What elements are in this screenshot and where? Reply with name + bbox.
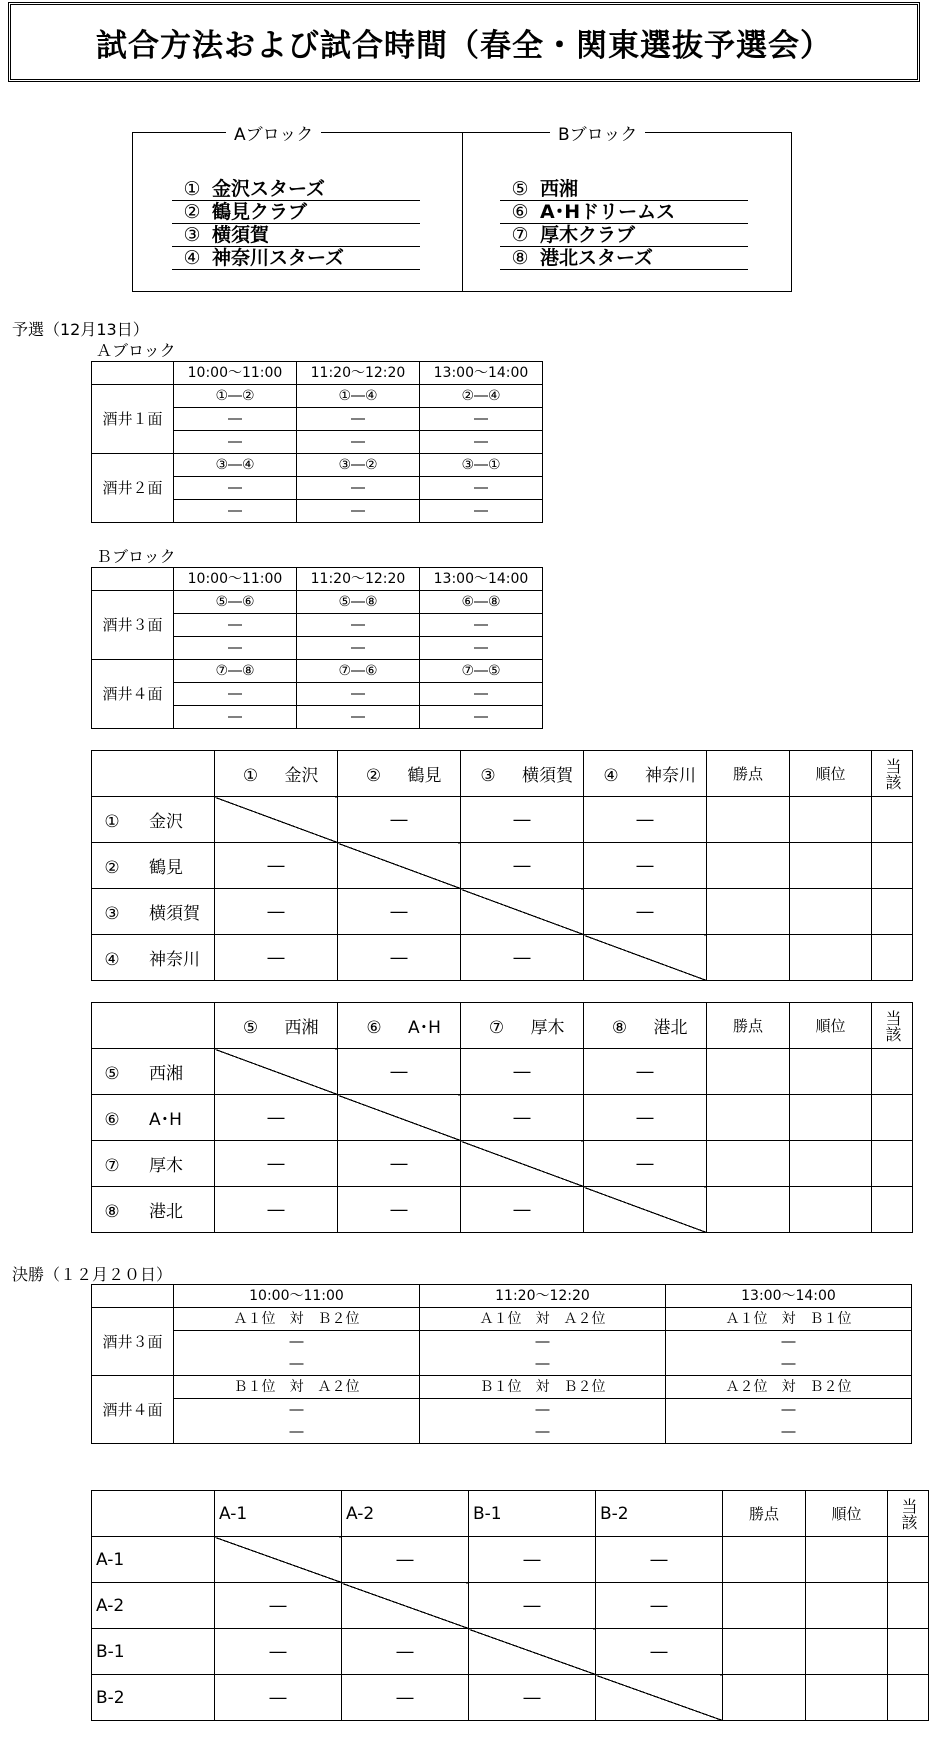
match-cell: ⑤―⑥ — [174, 591, 297, 614]
dash-cell: ― — [342, 1537, 469, 1583]
dash-cell: ― — [174, 706, 297, 729]
final-heading: 決勝（１２月２０日） — [12, 1265, 173, 1284]
points-cell[interactable] — [707, 1049, 790, 1095]
team-entry — [172, 178, 420, 201]
rank-cell[interactable] — [790, 797, 872, 843]
page-title: 試合方法および試合時間（春全・関東選抜予選会） — [8, 2, 920, 82]
dash-cell: ― — [297, 683, 420, 706]
match-cell: ⑥―⑧ — [420, 591, 543, 614]
tie-cell[interactable] — [872, 935, 913, 981]
dash-cell: ― — [342, 1629, 469, 1675]
dash-cell: ― — [420, 1353, 666, 1376]
dash-cell: ― — [420, 614, 543, 637]
dash-cell: ― — [215, 1187, 338, 1233]
match-cell: Ａ１位 対 Ｂ２位 — [174, 1308, 420, 1331]
diagonal-cell — [338, 843, 461, 889]
dash-cell: ― — [297, 477, 420, 500]
tie-header: 当該 — [888, 1491, 929, 1537]
points-cell[interactable] — [707, 1095, 790, 1141]
dash-cell: ― — [297, 500, 420, 523]
dash-cell: ― — [469, 1675, 596, 1721]
rank-cell[interactable] — [790, 1187, 872, 1233]
match-cell: Ａ１位 対 Ａ２位 — [420, 1308, 666, 1331]
dash-cell: ― — [420, 1399, 666, 1422]
col-header: B-1 — [469, 1491, 596, 1537]
team-name: A･Hドリームス — [540, 201, 676, 223]
row-header: ⑥ A･H — [92, 1095, 215, 1141]
dash-cell: ― — [420, 637, 543, 660]
dash-cell: ― — [174, 431, 297, 454]
match-cell: ⑤―⑧ — [297, 591, 420, 614]
dash-cell: ― — [215, 843, 338, 889]
team-entry — [500, 178, 748, 201]
team-name: 港北スターズ — [540, 247, 654, 269]
dash-cell: ― — [338, 1187, 461, 1233]
time-slot: 10:00～11:00 — [174, 568, 297, 591]
prelim-b-label: Ｂブロック — [96, 547, 176, 566]
match-cell: Ａ２位 対 Ｂ２位 — [666, 1376, 912, 1399]
dash-cell: ― — [461, 935, 584, 981]
team-entry — [172, 247, 420, 270]
dash-cell: ― — [174, 1331, 420, 1354]
court-name: 酒井３面 — [92, 591, 174, 660]
dash-cell: ― — [215, 935, 338, 981]
diagonal-cell — [338, 1095, 461, 1141]
match-cell: Ｂ１位 対 Ａ２位 — [174, 1376, 420, 1399]
dash-cell: ― — [174, 500, 297, 523]
standings-final-table — [91, 1490, 929, 1721]
diagonal-cell — [469, 1629, 596, 1675]
match-cell: ⑦―⑧ — [174, 660, 297, 683]
row-header: A-2 — [92, 1583, 215, 1629]
diagonal-cell — [584, 1187, 707, 1233]
tie-cell[interactable] — [872, 1141, 913, 1187]
dash-cell: ― — [461, 797, 584, 843]
rank-cell[interactable] — [806, 1629, 888, 1675]
dash-cell: ― — [420, 706, 543, 729]
row-header: ② 鶴見 — [92, 843, 215, 889]
tie-cell[interactable] — [888, 1629, 929, 1675]
team-number: ⑧ — [511, 247, 529, 269]
col-header: ⑧ 港北 — [584, 1003, 707, 1049]
court-name: 酒井１面 — [92, 385, 174, 454]
tie-cell[interactable] — [872, 1049, 913, 1095]
match-cell: ③―④ — [174, 454, 297, 477]
team-entry — [500, 247, 748, 270]
points-cell[interactable] — [707, 1187, 790, 1233]
row-header: B-2 — [92, 1675, 215, 1721]
team-entry — [500, 224, 748, 247]
dash-cell: ― — [584, 1095, 707, 1141]
points-cell[interactable] — [707, 1141, 790, 1187]
col-header: B-2 — [596, 1491, 723, 1537]
dash-cell: ― — [297, 706, 420, 729]
tie-cell[interactable] — [872, 843, 913, 889]
match-cell: ⑦―⑥ — [297, 660, 420, 683]
dash-cell: ― — [174, 614, 297, 637]
dash-cell: ― — [338, 1141, 461, 1187]
match-cell: Ａ１位 対 Ｂ１位 — [666, 1308, 912, 1331]
dash-cell: ― — [342, 1675, 469, 1721]
tie-cell[interactable] — [888, 1583, 929, 1629]
dash-cell: ― — [469, 1537, 596, 1583]
final-schedule — [91, 1284, 912, 1444]
dash-cell: ― — [297, 614, 420, 637]
court-name: 酒井３面 — [92, 1308, 174, 1376]
block-b-heading: Bブロック — [550, 120, 645, 145]
row-header: ⑦ 厚木 — [92, 1141, 215, 1187]
dash-cell: ― — [297, 431, 420, 454]
team-entry — [172, 224, 420, 247]
dash-cell: ― — [666, 1399, 912, 1422]
row-header: ⑧ 港北 — [92, 1187, 215, 1233]
tie-header: 当該 — [872, 1003, 913, 1049]
points-cell[interactable] — [707, 889, 790, 935]
dash-cell: ― — [461, 1049, 584, 1095]
dash-cell: ― — [584, 843, 707, 889]
rank-cell[interactable] — [806, 1537, 888, 1583]
rank-header: 順位 — [790, 1003, 872, 1049]
prelim-a-label: Ａブロック — [96, 341, 176, 360]
match-cell: ③―② — [297, 454, 420, 477]
team-name: 厚木クラブ — [540, 224, 636, 246]
dash-cell: ― — [174, 1353, 420, 1376]
dash-cell: ― — [584, 1049, 707, 1095]
points-cell[interactable] — [707, 797, 790, 843]
court-name: 酒井４面 — [92, 1376, 174, 1444]
dash-cell: ― — [297, 408, 420, 431]
points-cell[interactable] — [723, 1583, 806, 1629]
dash-cell: ― — [174, 408, 297, 431]
col-header: A-1 — [215, 1491, 342, 1537]
row-header: A-1 — [92, 1537, 215, 1583]
dash-cell: ― — [420, 500, 543, 523]
col-header: ⑥ A･H — [338, 1003, 461, 1049]
points-cell[interactable] — [707, 843, 790, 889]
match-cell: ⑦―⑤ — [420, 660, 543, 683]
dash-cell: ― — [215, 1583, 342, 1629]
dash-cell: ― — [174, 683, 297, 706]
dash-cell: ― — [666, 1421, 912, 1444]
tie-cell[interactable] — [888, 1675, 929, 1721]
prelim-b-schedule — [91, 567, 543, 729]
match-cell: ①―② — [174, 385, 297, 408]
tie-cell[interactable] — [872, 1095, 913, 1141]
tie-cell[interactable] — [872, 1187, 913, 1233]
dash-cell: ― — [215, 1095, 338, 1141]
row-header: ⑤ 西湘 — [92, 1049, 215, 1095]
match-cell: ①―④ — [297, 385, 420, 408]
time-slot: 13:00～14:00 — [420, 568, 543, 591]
rank-header: 順位 — [790, 751, 872, 797]
team-number: ⑥ — [511, 201, 529, 223]
standings-a-table — [91, 750, 913, 981]
rank-cell[interactable] — [790, 1141, 872, 1187]
dash-cell: ― — [174, 1399, 420, 1422]
dash-cell: ― — [215, 889, 338, 935]
match-cell: ③―① — [420, 454, 543, 477]
rank-cell[interactable] — [806, 1583, 888, 1629]
dash-cell: ― — [584, 1141, 707, 1187]
prelim-heading: 予選（12月13日） — [12, 320, 149, 339]
tie-cell[interactable] — [888, 1537, 929, 1583]
team-number: ④ — [183, 247, 201, 269]
points-header: 勝点 — [707, 751, 790, 797]
points-cell[interactable] — [723, 1675, 806, 1721]
rank-cell[interactable] — [790, 1049, 872, 1095]
col-header: ⑤ 西湘 — [215, 1003, 338, 1049]
prelim-a-schedule — [91, 361, 543, 523]
rank-cell[interactable] — [790, 843, 872, 889]
dash-cell: ― — [420, 1331, 666, 1354]
time-slot: 10:00～11:00 — [174, 362, 297, 385]
court-name: 酒井２面 — [92, 454, 174, 523]
teams-divider — [462, 132, 463, 292]
dash-cell: ― — [420, 1421, 666, 1444]
dash-cell: ― — [420, 408, 543, 431]
points-header: 勝点 — [723, 1491, 806, 1537]
tie-cell[interactable] — [872, 797, 913, 843]
court-name: 酒井４面 — [92, 660, 174, 729]
dash-cell: ― — [215, 1141, 338, 1187]
rank-cell[interactable] — [790, 935, 872, 981]
dash-cell: ― — [596, 1629, 723, 1675]
diagonal-cell — [584, 935, 707, 981]
time-slot: 13:00～14:00 — [420, 362, 543, 385]
team-entry — [172, 201, 420, 224]
col-header: ③ 横須賀 — [461, 751, 584, 797]
time-slot: 11:20～12:20 — [297, 568, 420, 591]
block-a-heading: Aブロック — [226, 120, 321, 145]
diagonal-cell — [215, 1049, 338, 1095]
time-slot: 11:20～12:20 — [297, 362, 420, 385]
dash-cell: ― — [338, 889, 461, 935]
dash-cell: ― — [461, 843, 584, 889]
match-cell: ②―④ — [420, 385, 543, 408]
dash-cell: ― — [215, 1675, 342, 1721]
diagonal-cell — [461, 1141, 584, 1187]
diagonal-cell — [596, 1675, 723, 1721]
dash-cell: ― — [420, 477, 543, 500]
dash-cell: ― — [420, 683, 543, 706]
points-cell[interactable] — [723, 1537, 806, 1583]
team-number: ③ — [183, 224, 201, 246]
rank-cell[interactable] — [806, 1675, 888, 1721]
diagonal-cell — [461, 889, 584, 935]
time-slot: 10:00～11:00 — [174, 1285, 420, 1308]
dash-cell: ― — [584, 889, 707, 935]
dash-cell: ― — [338, 1049, 461, 1095]
team-number: ② — [183, 201, 201, 223]
team-name: 神奈川スターズ — [212, 247, 345, 269]
team-name: 金沢スターズ — [212, 178, 326, 200]
tie-header: 当該 — [872, 751, 913, 797]
tie-cell[interactable] — [872, 889, 913, 935]
dash-cell: ― — [338, 797, 461, 843]
col-header: ④ 神奈川 — [584, 751, 707, 797]
dash-cell: ― — [469, 1583, 596, 1629]
team-name: 横須賀 — [212, 224, 270, 246]
dash-cell: ― — [174, 637, 297, 660]
rank-cell[interactable] — [790, 889, 872, 935]
dash-cell: ― — [420, 431, 543, 454]
dash-cell: ― — [666, 1331, 912, 1354]
time-slot: 11:20～12:20 — [420, 1285, 666, 1308]
col-header: ⑦ 厚木 — [461, 1003, 584, 1049]
col-header: ① 金沢 — [215, 751, 338, 797]
dash-cell: ― — [461, 1095, 584, 1141]
dash-cell: ― — [596, 1583, 723, 1629]
row-header: ③ 横須賀 — [92, 889, 215, 935]
dash-cell: ― — [584, 797, 707, 843]
points-cell[interactable] — [707, 935, 790, 981]
row-header: B-1 — [92, 1629, 215, 1675]
diagonal-cell — [342, 1583, 469, 1629]
dash-cell: ― — [215, 1629, 342, 1675]
match-cell: Ｂ１位 対 Ｂ２位 — [420, 1376, 666, 1399]
rank-header: 順位 — [806, 1491, 888, 1537]
points-header: 勝点 — [707, 1003, 790, 1049]
dash-cell: ― — [596, 1537, 723, 1583]
team-number: ⑤ — [511, 178, 529, 200]
dash-cell: ― — [174, 477, 297, 500]
col-header: A-2 — [342, 1491, 469, 1537]
diagonal-cell — [215, 797, 338, 843]
col-header: ② 鶴見 — [338, 751, 461, 797]
block-a-team-list — [172, 178, 420, 270]
rank-cell[interactable] — [790, 1095, 872, 1141]
team-name: 鶴見クラブ — [212, 201, 308, 223]
row-header: ④ 神奈川 — [92, 935, 215, 981]
points-cell[interactable] — [723, 1629, 806, 1675]
dash-cell: ― — [461, 1187, 584, 1233]
diagonal-cell — [215, 1537, 342, 1583]
dash-cell: ― — [338, 935, 461, 981]
row-header: ① 金沢 — [92, 797, 215, 843]
team-name: 西湘 — [540, 178, 579, 200]
dash-cell: ― — [174, 1421, 420, 1444]
team-number: ⑦ — [511, 224, 529, 246]
dash-cell: ― — [666, 1353, 912, 1376]
team-number: ① — [183, 178, 201, 200]
dash-cell: ― — [297, 637, 420, 660]
time-slot: 13:00～14:00 — [666, 1285, 912, 1308]
standings-b-table — [91, 1002, 913, 1233]
team-entry — [500, 201, 748, 224]
block-b-team-list — [500, 178, 748, 270]
